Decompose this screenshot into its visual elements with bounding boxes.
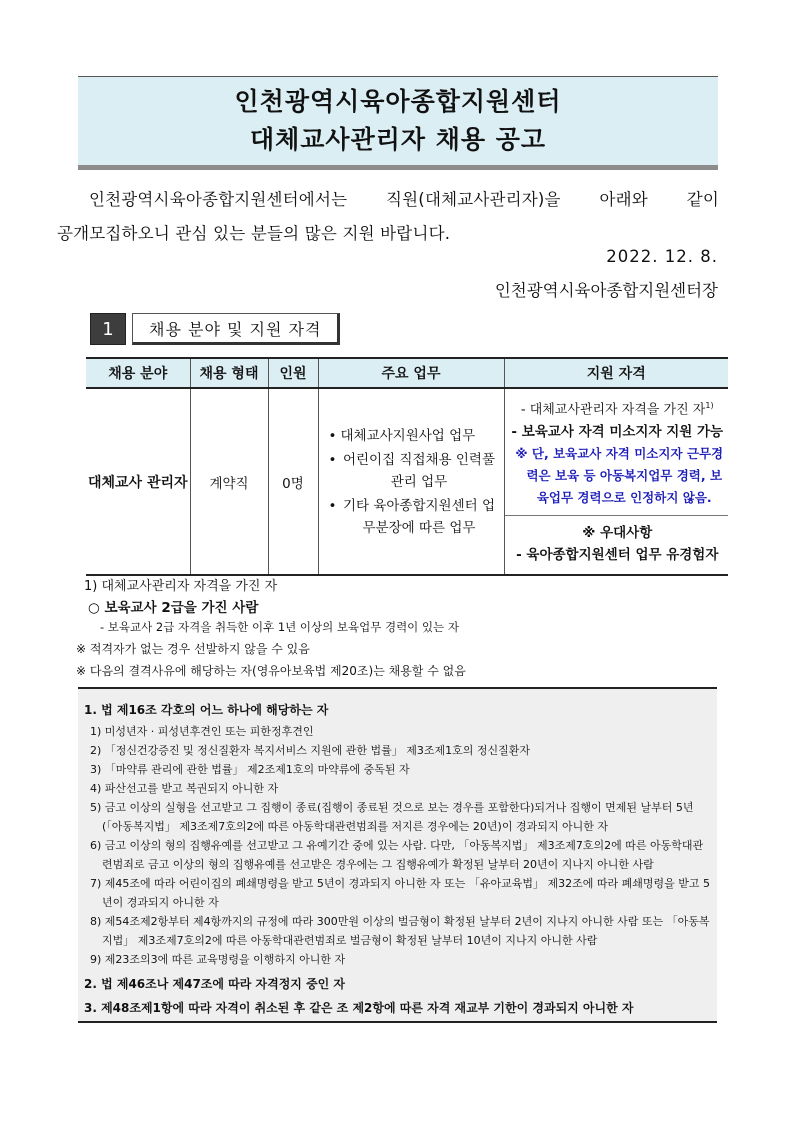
disqualification-heading-1: 1. 법 제16조 각호의 어느 하나에 해당하는 자 [84, 703, 329, 717]
disqualification-heading-2: 2. 법 제46조나 제47조에 따라 자격정지 중인 자 [84, 977, 346, 991]
disqualification-box [78, 687, 717, 1023]
bullet-icon: • [328, 451, 337, 468]
cell-type: 계약직 [190, 388, 268, 575]
header-count: 인원 [268, 358, 318, 388]
announcement-date: 2022. 12. 8. [606, 247, 718, 266]
duty-item: • 어린이집 직접채용 인력풀 관리 업무 [325, 449, 498, 493]
qualification-item: - 대체교사관리자 자격을 가진 자$^{1)}$ [520, 401, 714, 418]
issuing-organization: 인천광역시육아종합지원센터장 [494, 281, 718, 300]
list-item: 4) 파산선고를 받고 복권되지 아니한 자 [90, 782, 279, 795]
cell-field: 대체교사 관리자 [86, 388, 190, 575]
cell-count: 0명 [268, 388, 318, 575]
bullet-icon: • [328, 427, 337, 444]
preference-item: - 육아종합지원센터 업무 유경험자 [516, 547, 719, 564]
title-line-1: 인천광역시육아종합지원센터 [234, 87, 562, 116]
header-type: 채용 형태 [190, 358, 268, 388]
header-qualifications: 지원 자격 [504, 358, 728, 388]
list-item: 1) 미성년자 · 피성년후견인 또는 피한정후견인 [90, 725, 314, 738]
disqualification-heading-3: 3. 제48조제1항에 따라 자격이 취소된 후 같은 조 제2항에 따른 자격 재교부 기한이 경과되지 아니한 자 [84, 1001, 634, 1015]
header-field: 채용 분야 [86, 358, 190, 388]
intro-paragraph: 인천광역시육아종합지원센터에서는 직원(대체교사관리자)을 아래와 같이 공개모집하오니 관심 있는 분들의 많은 지원 바랍니다. [57, 190, 719, 243]
cell-qualifications [504, 388, 728, 516]
qualification-note: ※ 단, 보육교사 자격 미소지자 근무경력은 보육 등 아동복지업무 경력, 보육업무 경력으로 인정하지 않음. [515, 446, 724, 506]
duty-item: • 기타 육아종합지원센터 업무분장에 따른 업무 [325, 495, 498, 539]
table-header-row [86, 358, 728, 388]
list-item: 6) 금고 이상의 형의 집행유예를 선고받고 그 유예기간 중에 있는 사람. 다만, 「아동복지법」 제3조제7호의2에 따른 아동학대관련범죄로 금고 이상의 형의 집행유예를 선고받은 경우에는 그 집행유예가 확정된 날부터 20년이 지나지 아니한 사람 [90, 839, 704, 871]
list-item: 7) 제45조에 따라 어린이집의 폐쇄명령을 받고 5년이 경과되지 아니한 자 또는 「유아교육법」 제32조에 따라 폐쇄명령을 받고 5년이 경과되지 아니한 자 [90, 877, 711, 909]
footnote-qualification: ○ 보육교사 2급을 가진 사람 [88, 600, 259, 616]
preference-title: ※ 우대사항 [582, 525, 653, 542]
list-item: 9) 제23조의3에 따른 교육명령을 이행하지 아니한 자 [90, 953, 346, 966]
footnote-1: 1) 대체교사관리자 자격을 가진 자 [84, 579, 278, 594]
header-duties: 주요 업무 [318, 358, 504, 388]
duty-item: • 대체교사지원사업 업무 [325, 425, 498, 447]
title-box [78, 76, 718, 170]
section-1-heading [90, 313, 340, 345]
bullet-icon: • [328, 497, 337, 514]
list-item: 8) 제54조제2항부터 제4항까지의 규정에 따라 300만원 이상의 벌금형이 확정된 날부터 2년이 지나지 아니한 사람 또는 「아동복지법」 제3조제7호의2에 따른 아동학대관련범죄로 벌금형이 확정된 날부터 10년이 지나지 아니한 사람 [90, 915, 710, 947]
qualification-item: - 보육교사 자격 미소지자 지원 가능 [511, 424, 724, 441]
table-row [86, 388, 728, 516]
recruitment-table [86, 357, 728, 576]
cell-preference [504, 516, 728, 576]
note-disqualification: ※ 다음의 결격사유에 해당하는 자(영유아보육법 제20조)는 채용할 수 없음 [76, 664, 466, 678]
list-item: 2) 「정신건강증진 및 정신질환자 복지서비스 지원에 관한 법률」 제3조제1호의 정신질환자 [90, 744, 531, 757]
section-title: 채용 분야 및 지원 자격 [132, 313, 340, 345]
list-item: 3) 「마약류 관리에 관한 법률」 제2조제1호의 마약류에 중독된 자 [90, 763, 410, 776]
note-no-candidate: ※ 적격자가 없는 경우 선발하지 않을 수 있음 [76, 642, 310, 656]
list-item: 5) 금고 이상의 실형을 선고받고 그 집행이 종료(집행이 종료된 것으로 보는 경우를 포함한다)되거나 집행이 면제된 날부터 5년(「아동복지법」 제3조제7호의2에 따른 아동학대관련범죄를 저지른 경우에는 20년)이 경과되지 아니한 자 [90, 801, 694, 833]
title-line-2: 대체교사관리자 채용 공고 [249, 125, 547, 154]
cell-duties [318, 388, 504, 575]
footnote-qualification-detail: - 보육교사 2급 자격을 취득한 이후 1년 이상의 보육업무 경력이 있는 자 [100, 620, 459, 634]
section-number: 1 [90, 313, 126, 345]
